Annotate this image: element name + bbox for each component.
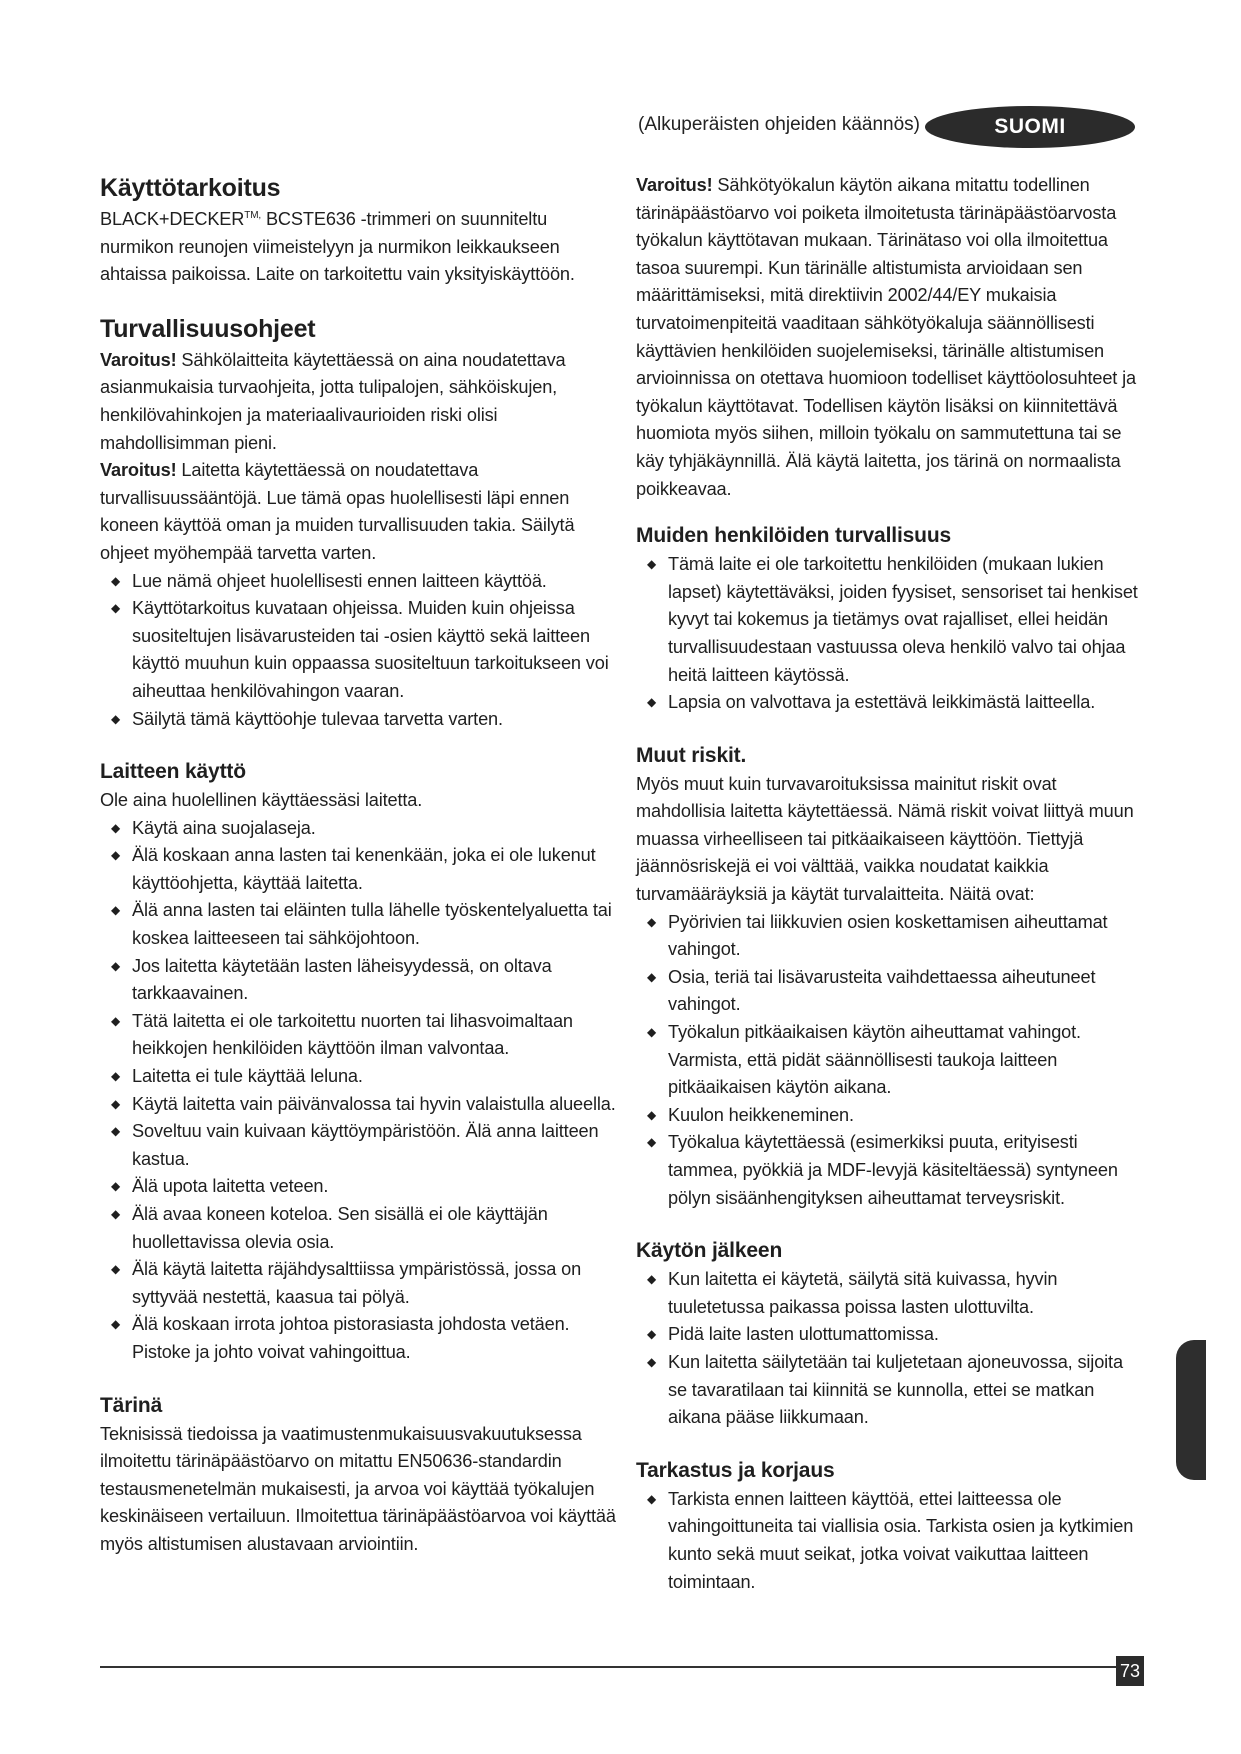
intended-use-section: [100, 172, 620, 289]
after-use-bullet-list: [636, 1266, 1146, 1432]
safety-heading: Turvallisuusohjeet: [100, 314, 316, 343]
list-item: ◆ Käytä aina suojalaseja.: [100, 815, 620, 843]
safety-warning-2: [100, 457, 620, 567]
warning-text: Laitetta käytettäessä on noudatettava turvallisuussääntöjä. Lue tämä opas huolellisesti läpi ennen koneen käyttöä oman ja muiden turvallisuuden takia. Säilytä ohjeet myöhempää tarvetta varten.: [100, 460, 575, 563]
warning-text: Sähkötyökalun käytön aikana mitattu todellinen tärinäpäästöarvo voi poiketa ilmoitetusta tärinäpäästöarvosta työkalun käyttötavan mukaan. Tärinätaso voi olla ilmoitettua tasoa suurempi. Kun tärinälle altistumista arvioidaan sen määrittämiseksi, mitä direktiivin 2002/44/EY mukaisia turvatoimenpiteitä vaaditaan sähkötyökaluja säännöllisesti käyttävien henkilöiden suojelemiseksi, tärinälle altistumisen arvioinnissa on otettava huomioon todelliset käyttöolosuhteet ja työkalun käyttötavat. Todellisen käytön lisäksi on kiinnitettävä huomiota myös siihen, milloin työkalu on sammutettuna tai se käy tyhjäkäynnillä. Älä käytä laitetta, jos tärinä on normaalista poikkeavaa.: [636, 175, 1136, 499]
intended-use-text: [100, 206, 620, 289]
inspection-bullet-list: [636, 1486, 1146, 1596]
list-item: ◆ Käytä laitetta vain päivänvalossa tai hyvin valaistulla alueella.: [100, 1091, 620, 1119]
intended-use-heading: Käyttötarkoitus: [100, 174, 281, 202]
operation-heading: Laitteen käyttö: [100, 760, 246, 784]
side-section-tab: [1176, 1340, 1206, 1480]
list-item: ◆ Käyttötarkoitus kuvataan ohjeissa. Muiden kuin ohjeissa suositeltujen lisävarusteiden tai -osien käyttö sekä laitteen käyttö muuhun kuin oppaassa suositeltuun tarkoitukseen voi aiheuttaa henkilövahingon vaaran.: [100, 595, 620, 705]
warning-label: Varoitus!: [100, 460, 177, 481]
after-use-section: [636, 1236, 1146, 1432]
list-item: ◆ Älä upota laitetta veteen.: [100, 1173, 620, 1201]
list-item: ◆ Kun laitetta säilytetään tai kuljetetaan ajoneuvossa, sijoita se tavaratilaan tai kiinnitä se kunnolla, ettei se matkan aikana pääse liikkumaan.: [636, 1349, 1146, 1432]
others-safety-bullet-list: [636, 551, 1146, 717]
list-item: ◆ Älä käytä laitetta räjähdysalttiissa ympäristössä, jossa on syttyvää nestettä, kaasua tai pölyä.: [100, 1256, 620, 1311]
others-safety-heading: Muiden henkilöiden turvallisuus: [636, 524, 952, 548]
list-item: ◆ Säilytä tämä käyttöohje tulevaa tarvetta varten.: [100, 706, 620, 734]
residual-risks-section: [636, 741, 1146, 1213]
list-item: ◆ Osia, teriä tai lisävarusteita vaihdettaessa aiheutuneet vahingot.: [636, 964, 1146, 1019]
list-item: ◆ Tätä laitetta ei ole tarkoitettu nuorten tai lihasvoimaltaan heikkojen henkilöiden käyttöön ilman valvontaa.: [100, 1008, 620, 1063]
safety-bullet-list: [100, 568, 620, 734]
footer-divider: [100, 1666, 1142, 1668]
list-item: ◆ Pidä laite lasten ulottumattomissa.: [636, 1321, 1146, 1349]
list-item: ◆ Älä anna lasten tai eläinten tulla lähelle työskentelyaluetta tai koskea laitteeseen tai sähköjohtoon.: [100, 897, 620, 952]
operation-bullet-list: [100, 815, 620, 1367]
residual-risks-bullet-list: [636, 909, 1146, 1213]
residual-risks-text: Myös muut kuin turvavaroituksissa mainitut riskit ovat mahdollisia laitetta käytettäessä. Nämä riskit voivat liittyä muun muassa virheelliseen tai pitkäaikaiseen käyttöön. Tiettyjä jäännösriskejä ei voi välttää, vaikka noudatat kaikkia turvamääräyksiä ja käytät turvalaitteita. Näitä ovat:: [636, 773, 1134, 905]
vibration-warning-section: [636, 172, 1146, 503]
left-column: [100, 172, 620, 1559]
warning-label: Varoitus!: [636, 175, 713, 195]
inspection-section: [636, 1456, 1146, 1596]
list-item: ◆ Pyörivien tai liikkuvien osien koskettamisen aiheuttamat vahingot.: [636, 909, 1146, 964]
list-item: ◆ Jos laitetta käytetään lasten läheisyydessä, on oltava tarkkaavainen.: [100, 953, 620, 1008]
list-item: ◆ Älä avaa koneen koteloa. Sen sisällä ei ole käyttäjän huollettavissa olevia osia.: [100, 1201, 620, 1256]
residual-risks-heading: Muut riskit.: [636, 743, 747, 767]
list-item: ◆ Laitetta ei tule käyttää leluna.: [100, 1063, 620, 1091]
brand-name: BLACK+DECKER: [100, 209, 245, 229]
inspection-heading: Tarkastus ja korjaus: [636, 1458, 835, 1482]
list-item: ◆ Älä koskaan irrota johtoa pistorasiasta johdosta vetäen. Pistoke ja johto voivat vahingoittua.: [100, 1311, 620, 1366]
operation-section: [100, 757, 620, 1366]
list-item: ◆ Älä koskaan anna lasten tai kenenkään, joka ei ole lukenut käyttöohjetta, käyttää laitetta.: [100, 842, 620, 897]
vibration-warning: [636, 172, 1146, 503]
vibration-section: [100, 1391, 620, 1559]
vibration-heading: Tärinä: [100, 1393, 163, 1417]
list-item: ◆ Tämä laite ei ole tarkoitettu henkilöiden (mukaan lukien lapset) käytettäväksi, joiden fyysiset, sensoriset tai henkiset kyvyt tai kokemus ja tietämys ovat rajalliset, ellei heidän turvallisuudestaan vastuussa oleva henkilö valvo tai ohjaa heitä laitteen käytössä.: [636, 551, 1146, 689]
list-item: ◆ Lue nämä ohjeet huolellisesti ennen laitteen käyttöä.: [100, 568, 620, 596]
operation-intro: Ole aina huolellinen käyttäessäsi laitetta.: [100, 790, 423, 811]
trademark-mark: TM,: [244, 209, 262, 221]
safety-section: [100, 313, 620, 733]
translation-note: (Alkuperäisten ohjeiden käännös): [638, 114, 921, 135]
others-safety-section: [636, 521, 1146, 717]
intended-use-body: BCSTE636 -trimmeri on suunniteltu nurmikon reunojen viimeistelyyn ja nurmikon leikkaukseen ahtaissa paikoissa. Laite on tarkoitettu vain yksityiskäyttöön.: [100, 209, 575, 285]
list-item: ◆ Tarkista ennen laitteen käyttöä, ettei laitteessa ole vahingoittuneita tai viallisia osia. Tarkista osien ja kytkimien kunto sekä muut seikat, jotka voivat vaikuttaa laitteen toimintaan.: [636, 1486, 1146, 1596]
right-column: [636, 172, 1146, 1596]
vibration-text: Teknisissä tiedoissa ja vaatimustenmukaisuusvakuutuksessa ilmoitettu tärinäpäästöarvo on mitattu EN50636-standardin testausmenetelmän mukaisesti, ja arvoa voi käyttää työkalujen keskinäiseen vertailuun. Ilmoitettua tärinäpäästöarvoa voi käyttää myös altistumisen alustavaan arviointiin.: [100, 1423, 616, 1554]
list-item: ◆ Työkalua käytettäessä (esimerkiksi puuta, erityisesti tammea, pyökkiä ja MDF-levyjä käsiteltäessä) syntyneen pölyn sisäänhengityksen aiheuttamat terveysriskit.: [636, 1129, 1146, 1212]
after-use-heading: Käytön jälkeen: [636, 1239, 783, 1263]
list-item: ◆ Lapsia on valvottava ja estettävä leikkimästä laitteella.: [636, 689, 1146, 717]
list-item: ◆ Kun laitetta ei käytetä, säilytä sitä kuivassa, hyvin tuuletetussa paikassa poissa lasten ulottuvilta.: [636, 1266, 1146, 1321]
warning-text: Sähkölaitteita käytettäessä on aina noudatettava asianmukaisia turvaohjeita, jotta tulipalojen, sähköiskujen, henkilövahinkojen ja materiaalivaurioiden riski olisi mahdollisimman pieni.: [100, 349, 566, 453]
list-item: ◆ Kuulon heikkeneminen.: [636, 1102, 1146, 1130]
page-number: 73: [1116, 1656, 1144, 1686]
safety-warning-1: [100, 347, 620, 457]
language-badge: SUOMI: [925, 106, 1135, 148]
list-item: ◆ Työkalun pitkäaikaisen käytön aiheuttamat vahingot. Varmista, että pidät säännöllisesti taukoja laitteen pitkäaikaisen käytön aikana.: [636, 1019, 1146, 1102]
warning-label: Varoitus!: [100, 349, 177, 370]
list-item: ◆ Soveltuu vain kuivaan käyttöympäristöön. Älä anna laitteen kastua.: [100, 1118, 620, 1173]
